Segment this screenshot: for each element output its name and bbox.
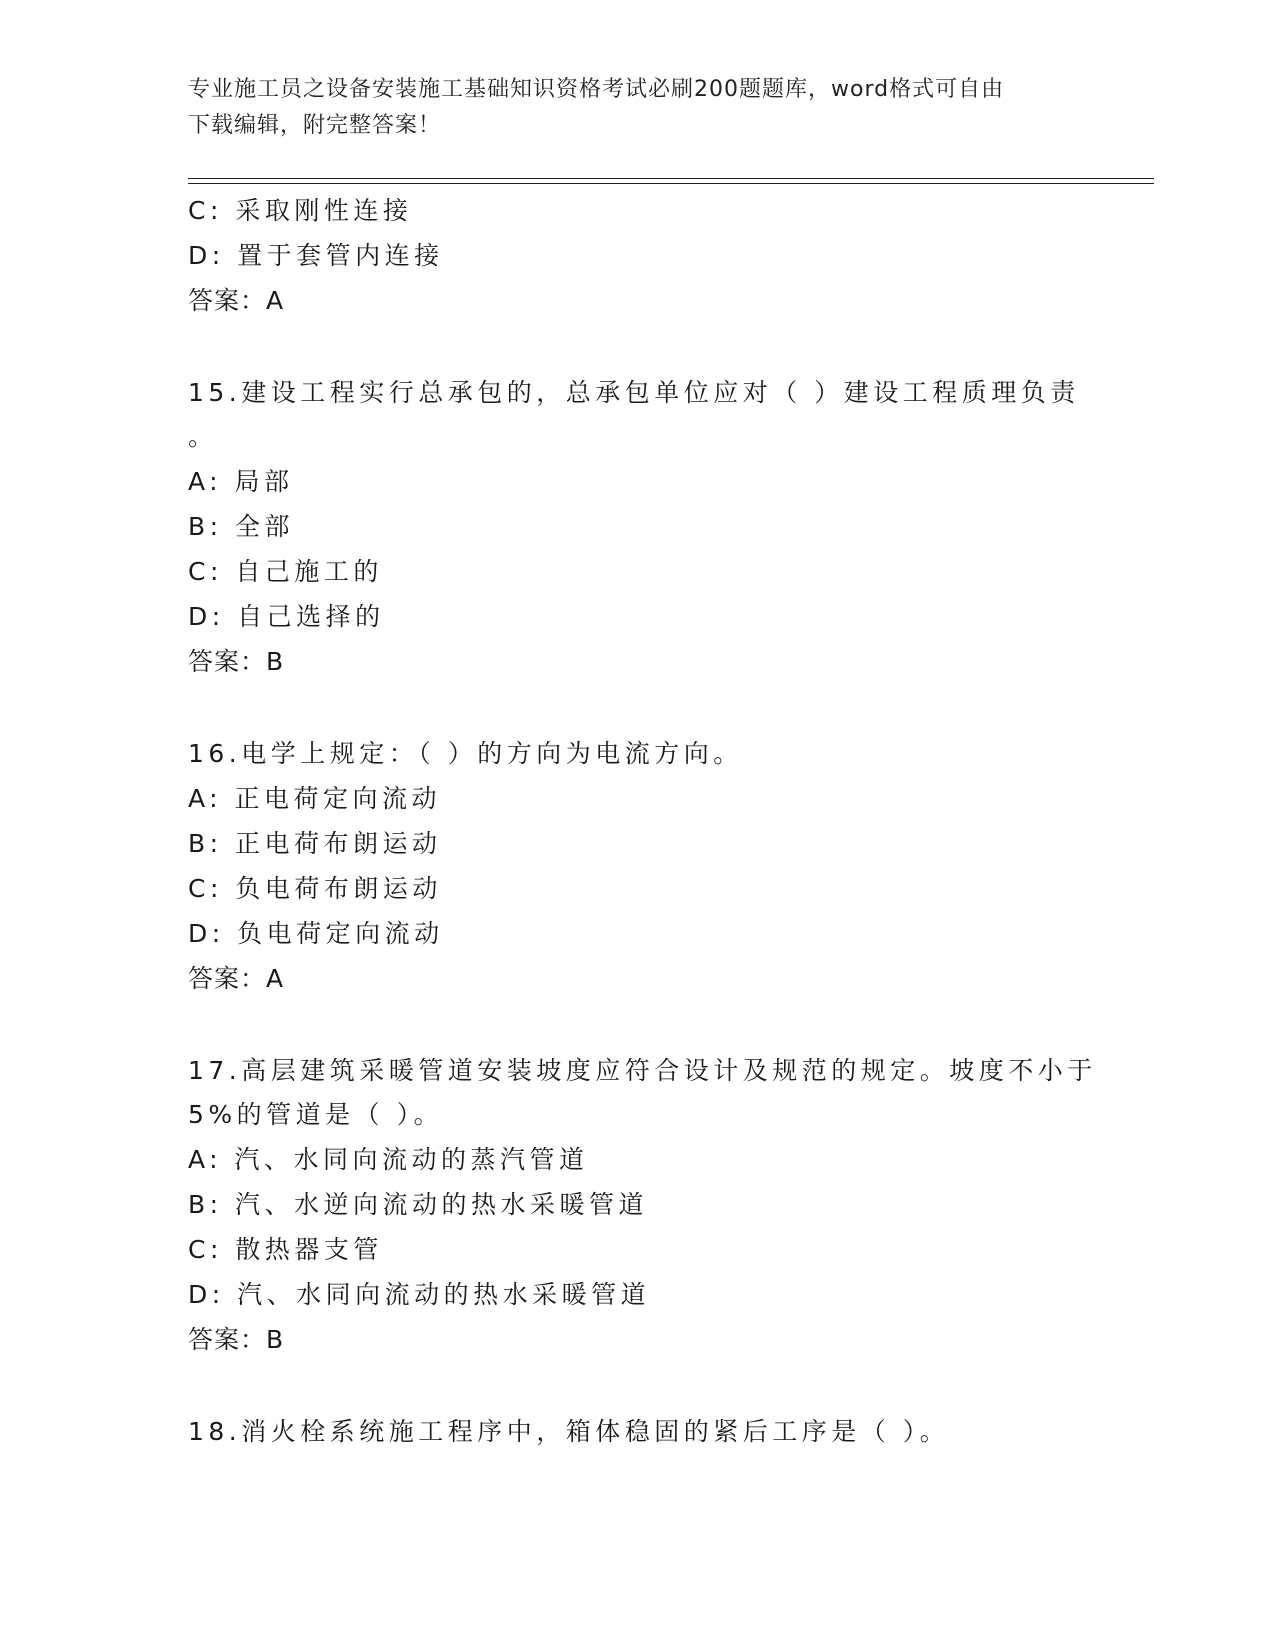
q17-option-d: D: 汽、水同向流动的热水采暖管道 — [188, 1280, 651, 1309]
q16-question: 16.电学上规定：（ ）的方向为电流方向。 — [188, 739, 743, 768]
q14-answer: 答案：A — [188, 286, 285, 315]
spacer — [188, 1362, 1088, 1409]
header-divider-top — [188, 178, 1154, 179]
q15-option-c: C: 自己施工的 — [188, 557, 383, 586]
q14-option-d: D: 置于套管内连接 — [188, 241, 444, 270]
q16-option-b: B: 正电荷布朗运动 — [188, 829, 442, 858]
q17-option-a: A: 汽、水同向流动的蒸汽管道 — [188, 1145, 589, 1174]
q17-question: 17.高层建筑采暖管道安装坡度应符合设计及规范的规定。坡度不小于 — [188, 1056, 1097, 1085]
q17-answer: 答案：B — [188, 1325, 285, 1354]
q16-option-c: C: 负电荷布朗运动 — [188, 874, 442, 903]
question-content — [188, 188, 1097, 1454]
q15-option-b: B: 全部 — [188, 512, 295, 541]
spacer — [188, 1001, 1088, 1048]
q16-answer: 答案：A — [188, 964, 285, 993]
header-line-1: 专业施工员之设备安装施工基础知识资格考试必刷200题题库，word格式可自由 — [188, 77, 1005, 102]
spacer — [188, 323, 1088, 370]
document-header — [188, 72, 1088, 144]
q17-question-cont: 5%的管道是（ ）。 — [188, 1100, 444, 1129]
q15-question-cont: 。 — [188, 422, 218, 451]
q16-option-d: D: 负电荷定向流动 — [188, 919, 444, 948]
spacer — [188, 684, 1088, 731]
q14-option-c: C: 采取刚性连接 — [188, 196, 413, 225]
header-line-2: 下载编辑，附完整答案！ — [188, 113, 442, 138]
q18-question: 18.消火栓系统施工程序中，箱体稳固的紧后工序是（ ）。 — [188, 1417, 950, 1446]
q16-option-a: A: 正电荷定向流动 — [188, 784, 442, 813]
q15-question: 15.建设工程实行总承包的，总承包单位应对（ ）建设工程质理负责 — [188, 378, 1080, 407]
q15-option-a: A: 局部 — [188, 467, 294, 496]
header-divider-bottom — [188, 183, 1154, 184]
q17-option-c: C: 散热器支管 — [188, 1235, 383, 1264]
q15-option-d: D: 自己选择的 — [188, 602, 385, 631]
q17-option-b: B: 汽、水逆向流动的热水采暖管道 — [188, 1190, 649, 1219]
q15-answer: 答案：B — [188, 647, 285, 676]
